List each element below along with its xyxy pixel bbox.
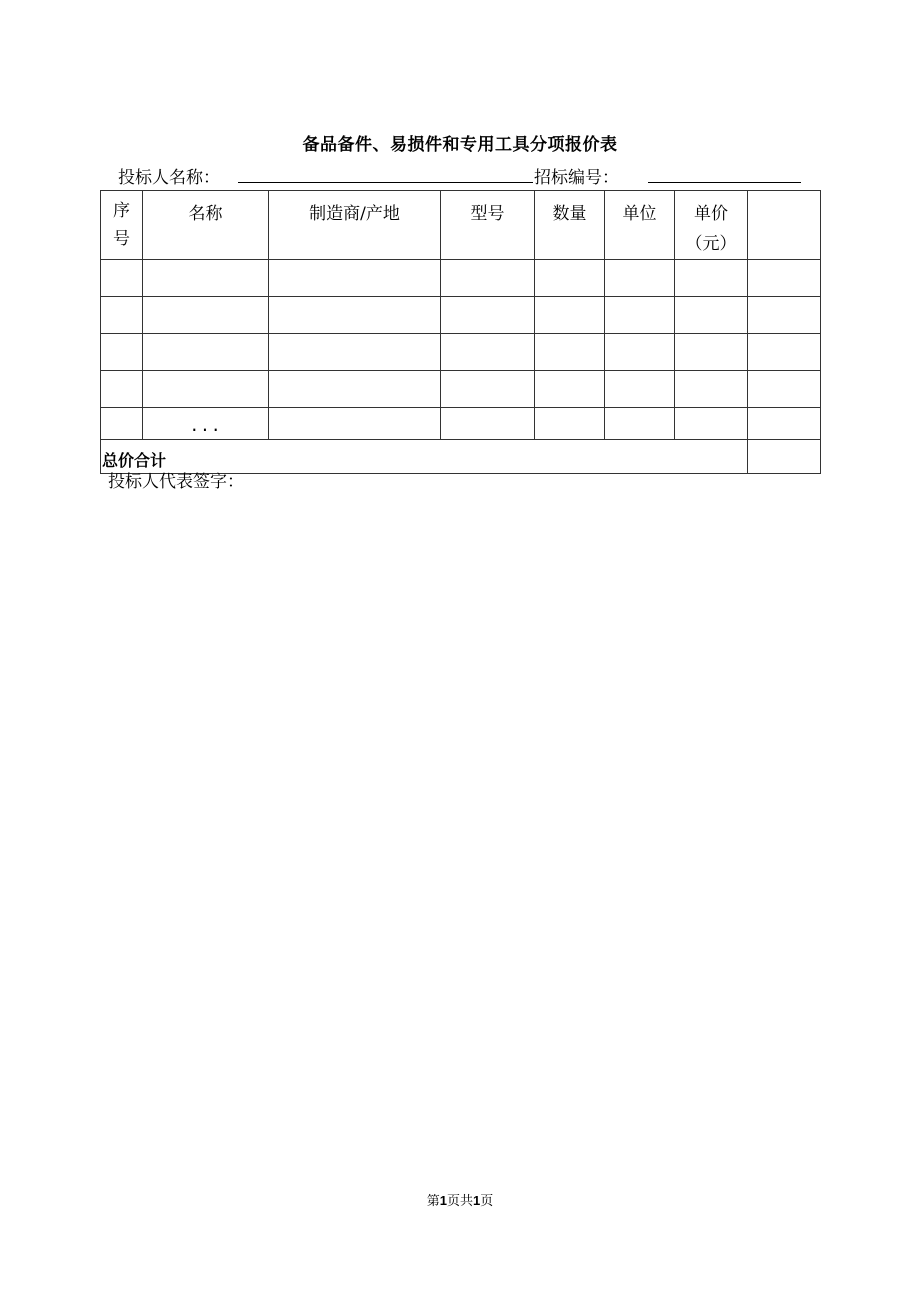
cell-name[interactable] [143,297,269,334]
tender-no-blank[interactable] [648,182,801,183]
cell-extra[interactable] [748,297,821,334]
cell-manufacturer[interactable] [269,260,441,297]
cell-unit[interactable] [605,334,675,371]
cell-seq[interactable] [101,408,143,440]
cell-model[interactable] [441,334,535,371]
signature-label: 投标人代表签字： [108,472,244,492]
header-name: 名称 [143,191,269,260]
cell-manufacturer[interactable] [269,408,441,440]
cell-model[interactable] [441,297,535,334]
header-quantity: 数量 [535,191,605,260]
cell-unit[interactable] [605,260,675,297]
cell-model[interactable] [441,408,535,440]
cell-name[interactable] [143,408,269,440]
cell-unit-price[interactable] [675,297,748,334]
cell-manufacturer[interactable] [269,371,441,408]
cell-model[interactable] [441,371,535,408]
table-row [101,334,821,371]
cell-unit[interactable] [605,371,675,408]
page-number: 第1页共1页 [426,1193,494,1209]
table-row [101,260,821,297]
cell-quantity[interactable] [535,297,605,334]
quote-table [100,190,821,474]
cell-model[interactable] [441,260,535,297]
header-unit: 单位 [605,191,675,260]
cell-manufacturer[interactable] [269,334,441,371]
header-seq: 序 号 [101,191,143,260]
table-row [101,408,821,440]
header-extra [748,191,821,260]
cell-quantity[interactable] [535,371,605,408]
ellipsis-text: ... [189,416,222,435]
cell-seq[interactable] [101,334,143,371]
cell-seq[interactable] [101,371,143,408]
cell-extra[interactable] [748,371,821,408]
cell-quantity[interactable] [535,260,605,297]
cell-extra[interactable] [748,260,821,297]
cell-seq[interactable] [101,260,143,297]
table-header-row [101,191,821,260]
cell-name[interactable] [143,260,269,297]
cell-extra[interactable] [748,334,821,371]
total-value-cell[interactable] [748,440,821,474]
cell-unit-price[interactable] [675,371,748,408]
cell-unit-price[interactable] [675,408,748,440]
bidder-info-row [118,163,808,187]
tender-no-label: 招标编号： [534,168,619,188]
cell-extra[interactable] [748,408,821,440]
cell-unit[interactable] [605,408,675,440]
header-unit-price: 单价 （元） [675,191,748,260]
cell-name[interactable] [143,371,269,408]
page-title: 备品备件、易损件和专用工具分项报价表 [302,135,618,155]
table-row [101,297,821,334]
bidder-name-label: 投标人名称： [118,168,220,188]
cell-name[interactable] [143,334,269,371]
header-manufacturer: 制造商/产地 [269,191,441,260]
cell-manufacturer[interactable] [269,297,441,334]
total-label: 总价合计 [101,440,748,474]
cell-quantity[interactable] [535,334,605,371]
cell-unit-price[interactable] [675,334,748,371]
bidder-name-blank[interactable] [238,182,533,183]
cell-unit[interactable] [605,297,675,334]
cell-quantity[interactable] [535,408,605,440]
cell-unit-price[interactable] [675,260,748,297]
header-model: 型号 [441,191,535,260]
cell-seq[interactable] [101,297,143,334]
table-row [101,371,821,408]
